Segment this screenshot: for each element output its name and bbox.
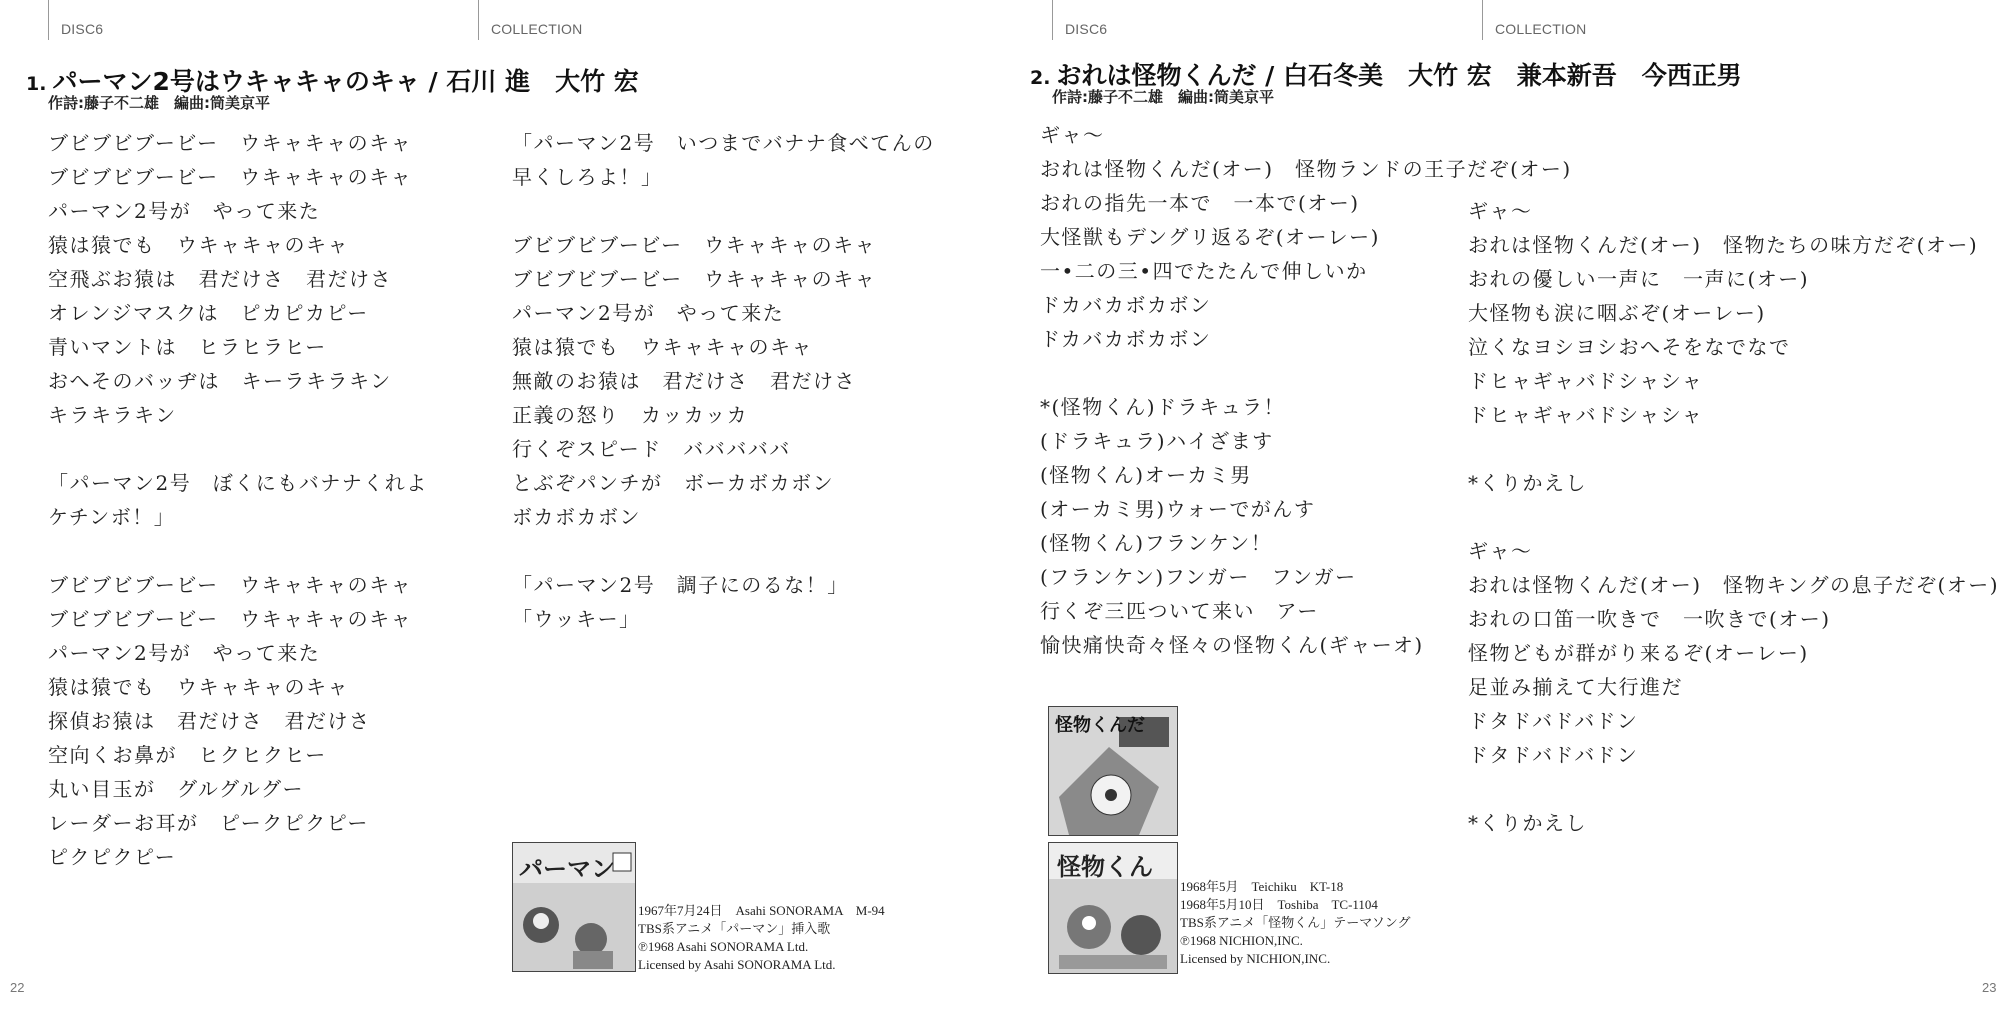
lyric-line: 大怪物も涙に咽ぶぞ(オーレー) — [1468, 301, 1766, 325]
lyric-line: *くりかえし — [1468, 471, 1587, 495]
kaibutsu-record-cover-2 — [1048, 842, 1178, 974]
release-info-line: 1968年5月 Teichiku KT-18 — [1180, 879, 1344, 894]
lyric-line: *(怪物くん)ドラキュラ！ — [1040, 395, 1286, 419]
lyric-line: おれの優しい一声に 一声に(オー) — [1468, 267, 1810, 291]
lyric-line: 空飛ぶお猿は 君だけさ 君だけさ — [48, 267, 392, 291]
lyric-line: ドタドバドバドン — [1468, 709, 1639, 733]
lyric-line: 空向くお鼻が ヒクヒクヒー — [48, 743, 327, 767]
page-number: 23 — [1982, 980, 1997, 995]
lyric-line: パーマン2号が やって来た — [48, 641, 321, 665]
lyric-line: ブビブビブービー ウキャキャのキャ — [48, 573, 413, 597]
perman-cover-title: パーマン — [519, 855, 615, 883]
lyric-line: *くりかえし — [1468, 811, 1587, 835]
lyric-line: ブビブビブービー ウキャキャのキャ — [48, 607, 413, 631]
release-info-line: Licensed by Asahi SONORAMA Ltd. — [638, 957, 836, 972]
lyric-line: (フランケン)フンガー フンガー — [1040, 565, 1357, 589]
lyrics-column-1 — [48, 126, 428, 874]
lyric-line: ブビブビブービー ウキャキャのキャ — [512, 267, 877, 291]
lyric-line: 行くぞスピード バババババ — [512, 437, 791, 461]
release-info — [1180, 878, 1411, 968]
release-info-line: 1968年5月10日 Toshiba TC-1104 — [1180, 897, 1378, 912]
lyric-line: おれは怪物くんだ(オー) 怪物ランドの王子だぞ(オー) — [1040, 157, 1572, 181]
header-disc: DISC6 — [48, 0, 478, 40]
lyric-line: 「パーマン2号 調子にのるな！」 — [512, 573, 849, 597]
lyric-line: ドカバカボカボン — [1040, 293, 1212, 317]
lyric-line: ギャ～ — [1468, 199, 1533, 223]
lyric-line: ブビブビブービー ウキャキャのキャ — [512, 233, 877, 257]
release-info-line: Licensed by NICHION,INC. — [1180, 951, 1331, 966]
lyric-line: ギャ～ — [1040, 123, 1105, 147]
lyric-line: おれは怪物くんだ(オー) 怪物キングの息子だぞ(オー) — [1468, 573, 2000, 597]
lyric-line: (ドラキュラ)ハイざます — [1040, 429, 1274, 453]
lyric-line: とぶぞパンチが ボーカボカボン — [512, 471, 835, 495]
lyrics-column-2 — [512, 126, 935, 636]
lyric-line: おれの口笛一吹きで 一吹きで(オー) — [1468, 607, 1831, 631]
stanza-gap — [1468, 772, 1999, 806]
lyric-line: ケチンボ！」 — [48, 505, 176, 529]
lyric-line: ギャ～ — [1468, 539, 1533, 563]
title-text: おれは怪物くんだ / 白石冬美 大竹 宏 兼本新吾 今西正男 — [1056, 61, 1742, 90]
right-page — [1030, 0, 2008, 1010]
lyric-line: ピクピクピー — [48, 845, 177, 869]
lyric-line: ドヒャギャバドシャシャ — [1468, 369, 1704, 393]
lyric-line: ブビブビブービー ウキャキャのキャ — [48, 131, 413, 155]
lyric-line: ドタドバドバドン — [1468, 743, 1639, 767]
lyric-line: 猿は猿でも ウキャキャのキャ — [48, 233, 349, 257]
song-credit: 作詩:藤子不二雄 編曲:筒美京平 — [1052, 88, 1274, 106]
release-info — [638, 902, 885, 974]
release-info-line: TBS系アニメ「パーマン」挿入歌 — [638, 921, 831, 936]
release-info-line: ℗1968 NICHION,INC. — [1180, 933, 1303, 948]
lyric-line: 青いマントは ヒラヒラヒー — [48, 335, 327, 359]
header-disc: DISC6 — [1052, 0, 1482, 40]
header-collection: COLLECTION — [478, 0, 998, 40]
lyric-line: キラキラキン — [48, 403, 177, 427]
lyric-line: ドヒャギャバドシャシャ — [1468, 403, 1704, 427]
lyric-line: (怪物くん)オーカミ男 — [1040, 463, 1252, 487]
kaibutsu-cover-title-2: 怪物くん — [1057, 853, 1153, 881]
release-info-line: 1967年7月24日 Asahi SONORAMA M-94 — [638, 903, 885, 918]
lyric-line: おへそのバッヂは キーラキラキン — [48, 369, 392, 393]
stanza-gap — [512, 194, 935, 228]
lyric-line: 愉快痛快奇々怪々の怪物くん(ギャーオ) — [1040, 633, 1424, 657]
lyrics-column-2 — [1468, 194, 1999, 840]
lyric-line: 丸い目玉が グルグルグー — [48, 777, 304, 801]
lyric-line: 泣くなヨシヨシおへそをなでなで — [1468, 335, 1791, 359]
lyric-line: (オーカミ男)ウォーでがんす — [1040, 497, 1316, 521]
stanza-gap — [1468, 500, 1999, 534]
title-text: パーマン2号はウキャキャのキャ / 石川 進 大竹 宏 — [52, 67, 639, 96]
song-credit: 作詩:藤子不二雄 編曲:筒美京平 — [48, 94, 270, 112]
lyric-line: パーマン2号が やって来た — [48, 199, 321, 223]
lyric-line: 「パーマン2号 ぼくにもバナナくれよ — [48, 471, 428, 495]
lyric-line: おれの指先一本で 一本で(オー) — [1040, 191, 1360, 215]
lyric-line: 「パーマン2号 いつまでバナナ食べてんの — [512, 131, 935, 155]
release-info-line: ℗1968 Asahi SONORAMA Ltd. — [638, 939, 809, 954]
lyric-line: 探偵お猿は 君だけさ 君だけさ — [48, 709, 371, 733]
lyric-line: 行くぞ三匹ついて来い アー — [1040, 599, 1319, 623]
lyric-line: 足並み揃えて大行進だ — [1468, 675, 1683, 699]
stanza-gap — [1468, 432, 1999, 466]
lyric-line: おれは怪物くんだ(オー) 怪物たちの味方だぞ(オー) — [1468, 233, 1979, 257]
lyric-line: 猿は猿でも ウキャキャのキャ — [48, 675, 349, 699]
lyric-line: 「ウッキー」 — [512, 607, 641, 631]
lyric-line: (怪物くん)フランケン！ — [1040, 531, 1273, 555]
stanza-gap — [48, 534, 428, 568]
lyric-line: レーダーお耳が ピークピクピー — [48, 811, 369, 835]
lyric-line: 怪物どもが群がり来るぞ(オーレー) — [1468, 641, 1809, 665]
lyric-line: パーマン2号が やって来た — [512, 301, 785, 325]
perman-record-cover — [512, 842, 636, 972]
header-collection: COLLECTION — [1482, 0, 2002, 40]
kaibutsu-record-cover-1 — [1048, 706, 1178, 836]
kaibutsu-cover-title-1: 怪物くんだ — [1055, 715, 1145, 736]
lyric-line: 早くしろよ！」 — [512, 165, 663, 189]
lyric-line: 無敵のお猿は 君だけさ 君だけさ — [512, 369, 856, 393]
lyric-line: ドカバカボカボン — [1040, 327, 1212, 351]
track-number: 1. — [26, 73, 47, 95]
release-info-line: TBS系アニメ「怪物くん」テーマソング — [1180, 915, 1411, 930]
stanza-gap — [48, 432, 428, 466]
lyric-line: 猿は猿でも ウキャキャのキャ — [512, 335, 813, 359]
lyric-line: 正義の怒り カッカッカ — [512, 403, 749, 427]
stanza-gap — [512, 534, 935, 568]
lyric-line: ブビブビブービー ウキャキャのキャ — [48, 165, 413, 189]
lyric-line: ボカボカボン — [512, 505, 641, 529]
lyric-line: 一•二の三•四でたたんで伸しいか — [1040, 259, 1368, 283]
page-number: 22 — [10, 980, 25, 995]
track-number: 2. — [1030, 67, 1051, 89]
lyric-line: 大怪獣もデングリ返るぞ(オーレー) — [1040, 225, 1380, 249]
lyric-line: オレンジマスクは ピカピカピー — [48, 301, 369, 325]
